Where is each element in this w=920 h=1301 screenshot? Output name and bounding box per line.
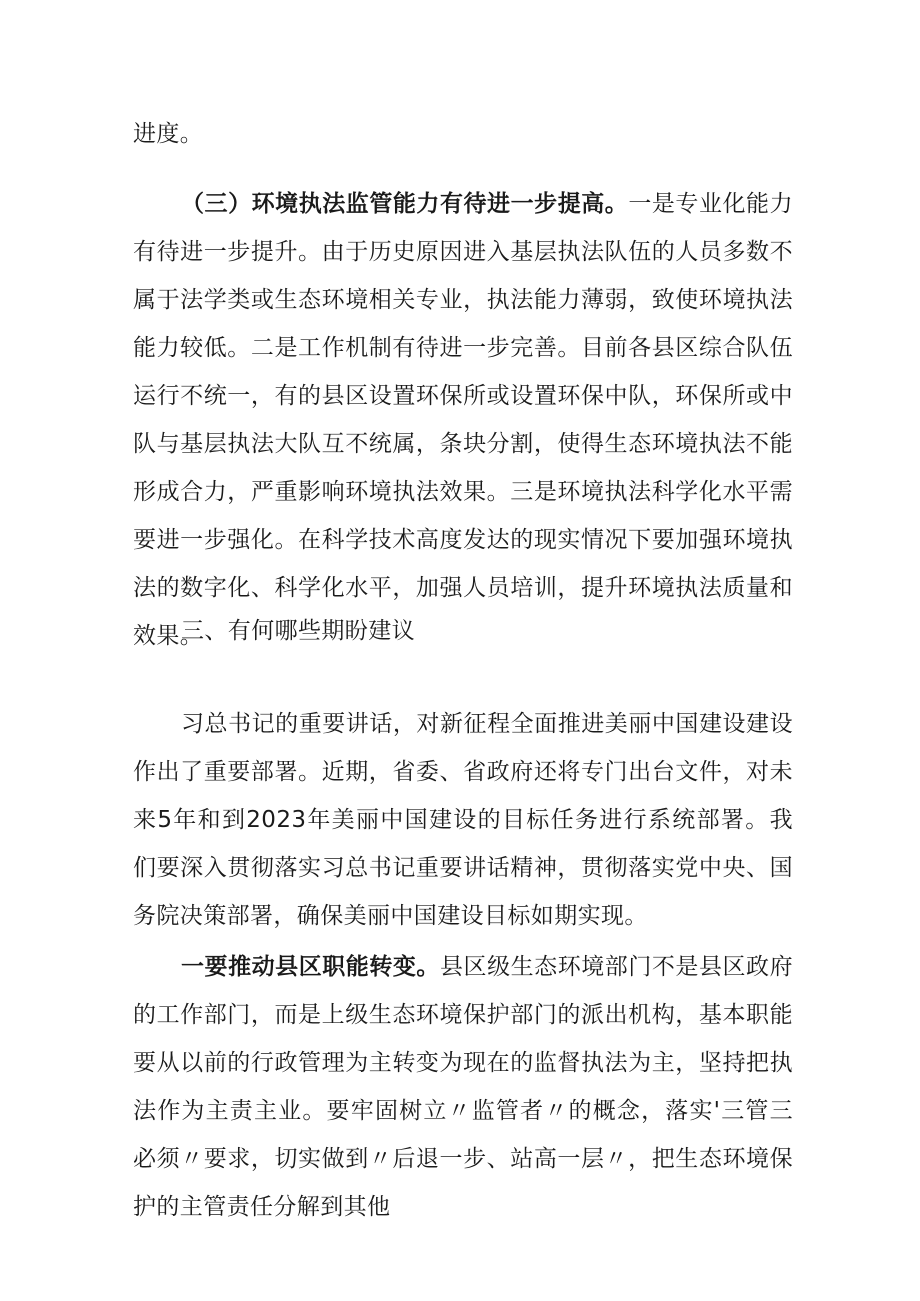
paragraph-continuation: [133, 110, 793, 158]
paragraph-text: 习总书记的重要讲话，对新征程全面推进美丽中国建设建设作出了重要部署。近期，省委、省政府还将专门出台文件，对未来5年和到2023年美丽中国建设的目标任务进行系统部署。我们要深入贯彻落实习总书记重要讲话精神，贯彻落实党中央、国务院决策部署，确保美丽中国建设目标如期实现。: [133, 711, 793, 929]
paragraph-text: 县区级生态环境部门不是县区政府的工作部门，而是上级生态环境保护部门的派出机构，基本职能要从以前的行政管理为主转变为现在的监督执法为主，坚持把执法作为主责主业。要牢固树立〃监管者〃的概念，落实'三管三必须〃要求，切实做到〃后退一步、站高一层〃，把生态环境保护的主管责任分解到其他: [133, 954, 793, 1220]
paragraph-speech: [133, 700, 793, 940]
heading-text: 三、有何哪些期盼建议: [181, 618, 415, 644]
paragraph-text: 一是专业化能力有待进一步提升。由于历史原因进入基层执法队伍的人员多数不属于法学类或生态环境相关专业，执法能力薄弱，致使环境执法能力较低。二是工作机制有待进一步完善。目前各县区综合队伍运行不统一，有的县区设置环保所或设置环保中队，环保所或中队与基层执法大队互不统属，条块分割，使得生态环境执法不能形成合力，严重影响环境执法效果。三是环境执法科学化水平需要进一步强化。在科学技术高度发达的现实情况下要加强环境执法的数字化、科学化水平，加强人员培训，提升环境执法质量和效果。: [133, 191, 793, 649]
point-heading-bold: 一要推动县区职能转变。: [181, 954, 440, 980]
paragraph-text: 进度。: [133, 121, 204, 147]
paragraph-county-transformation: [133, 943, 793, 1231]
section-heading-bold: （三）环境执法监管能力有待进一步提高。: [181, 191, 629, 217]
paragraph-section-3: [133, 180, 793, 660]
heading-suggestions: [133, 607, 793, 655]
